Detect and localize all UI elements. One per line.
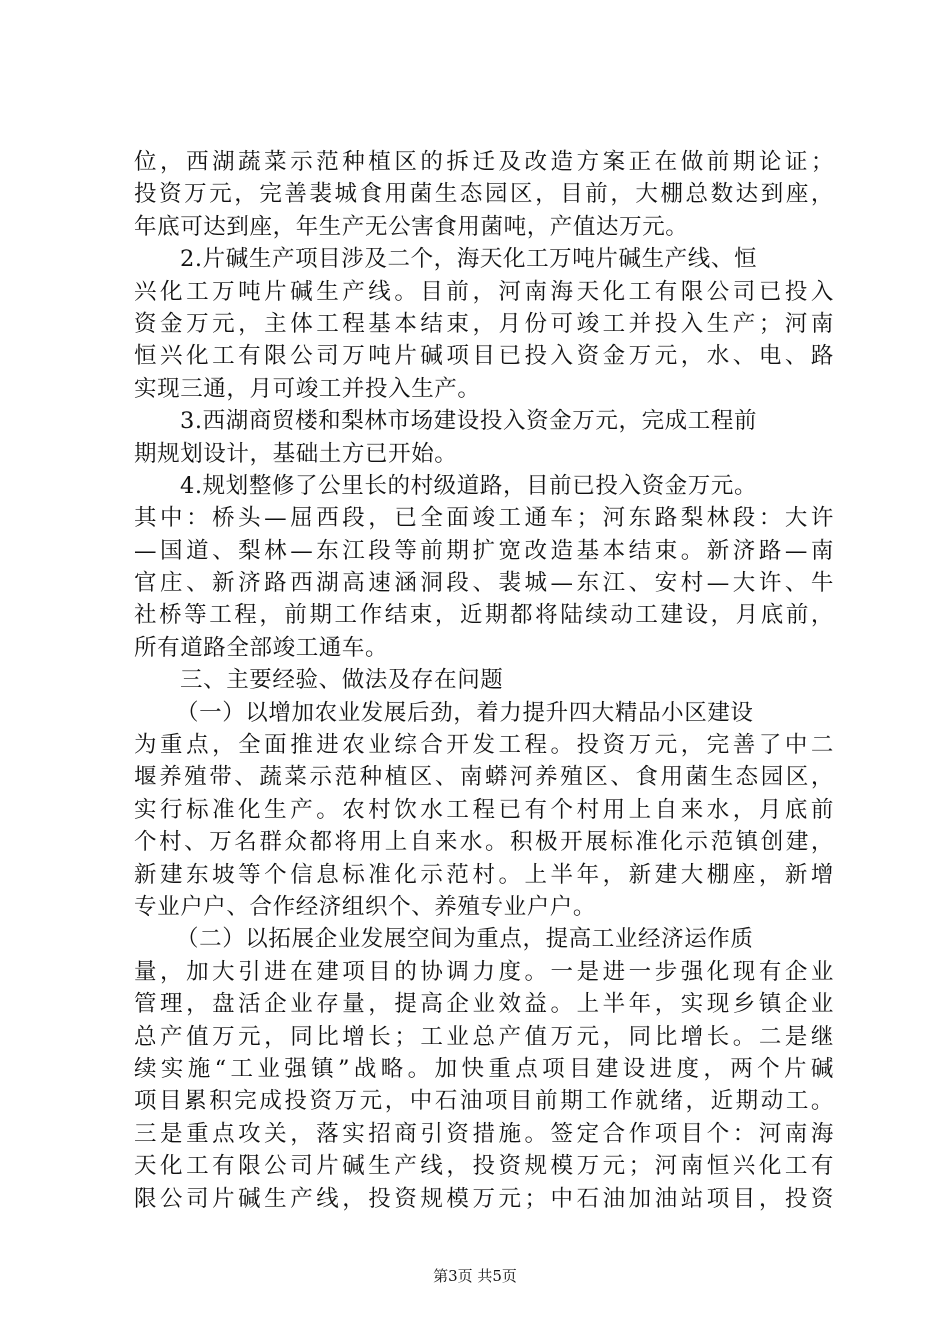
- text-line: 新建东坡等个信息标准化示范村。上半年，新建大棚座，新增: [134, 861, 834, 888]
- text-line: 个村、万名群众都将用上自来水。积极开展标准化示范镇创建，: [134, 829, 834, 856]
- text-line: 实现三通，月可竣工并投入生产。: [134, 375, 481, 402]
- text-line: 专业户户、合作经济组织个、养殖专业户户。: [134, 893, 597, 920]
- text-line: （二）以拓展企业发展空间为重点，提高工业经济运作质: [176, 926, 754, 953]
- text-line: 位，西湖蔬菜示范种植区的拆迁及改造方案正在做前期论证；: [134, 149, 834, 175]
- page-footer: 第3页 共5页: [433, 1267, 517, 1285]
- text-line: 期规划设计，基础土方已开始。: [134, 440, 458, 467]
- text-line: —国道、梨林—东江段等前期扩宽改造基本结束。新济路—南: [134, 537, 834, 564]
- text-line: 天化工有限公司片碱生产线，投资规模万元；河南恒兴化工有: [134, 1153, 834, 1180]
- text-line: 其中：桥头—屈西段，已全面竣工通车；河东路梨林段：大许: [134, 505, 834, 532]
- text-line: 管理，盘活企业存量，提高企业效益。上半年，实现乡镇企业: [134, 991, 834, 1018]
- text-line: 限公司片碱生产线，投资规模万元；中石油加油站项目，投资: [134, 1185, 834, 1212]
- text-line: （一）以增加农业发展后劲，着力提升四大精品小区建设: [176, 699, 754, 726]
- text-line: 3.西湖商贸楼和梨林市场建设投入资金万元，完成工程前: [180, 408, 758, 435]
- text-line: 总产值万元，同比增长；工业总产值万元，同比增长。二是继: [134, 1023, 834, 1050]
- text-line: 所有道路全部竣工通车。: [134, 634, 389, 661]
- text-line: 为重点，全面推进农业综合开发工程。投资万元，完善了中二: [134, 732, 834, 759]
- text-line: 量，加大引进在建项目的协调力度。一是进一步强化现有企业: [134, 958, 834, 985]
- text-line: 社桥等工程，前期工作结束，近期都将陆续动工建设，月底前，: [134, 602, 834, 629]
- text-line: 恒兴化工有限公司万吨片碱项目已投入资金万元，水、电、路: [134, 343, 834, 370]
- text-line: 续实施“工业强镇”战略。加快重点项目建设进度，两个片碱: [134, 1055, 834, 1082]
- text-line: 堰养殖带、蔬菜示范种植区、南蟒河养殖区、食用菌生态园区，: [134, 764, 834, 791]
- text-line: 三是重点攻关，落实招商引资措施。签定合作项目个：河南海: [134, 1120, 834, 1147]
- text-line: 4.规划整修了公里长的村级道路，目前已投入资金万元。: [180, 472, 758, 499]
- body-text: [134, 146, 834, 1215]
- text-line: 年底可达到座，年生产无公害食用菌吨，产值达万元。: [134, 213, 689, 240]
- section-heading: 三、主要经验、做法及存在问题: [180, 667, 504, 694]
- text-line: 兴化工万吨片碱生产线。目前，河南海天化工有限公司已投入: [134, 278, 834, 305]
- text-line: 投资万元，完善裴城食用菌生态园区，目前，大棚总数达到座，: [134, 181, 834, 208]
- text-line: 实行标准化生产。农村饮水工程已有个村用上自来水，月底前: [134, 796, 834, 823]
- text-line: 项目累积完成投资万元，中石油项目前期工作就绪，近期动工。: [134, 1088, 834, 1115]
- text-line: 官庄、新济路西湖高速涵洞段、裴城—东江、安村—大许、牛: [134, 570, 834, 597]
- text-line: 2.片碱生产项目涉及二个，海天化工万吨片碱生产线、恒: [180, 246, 758, 273]
- text-line: 资金万元，主体工程基本结束，月份可竣工并投入生产；河南: [134, 310, 834, 337]
